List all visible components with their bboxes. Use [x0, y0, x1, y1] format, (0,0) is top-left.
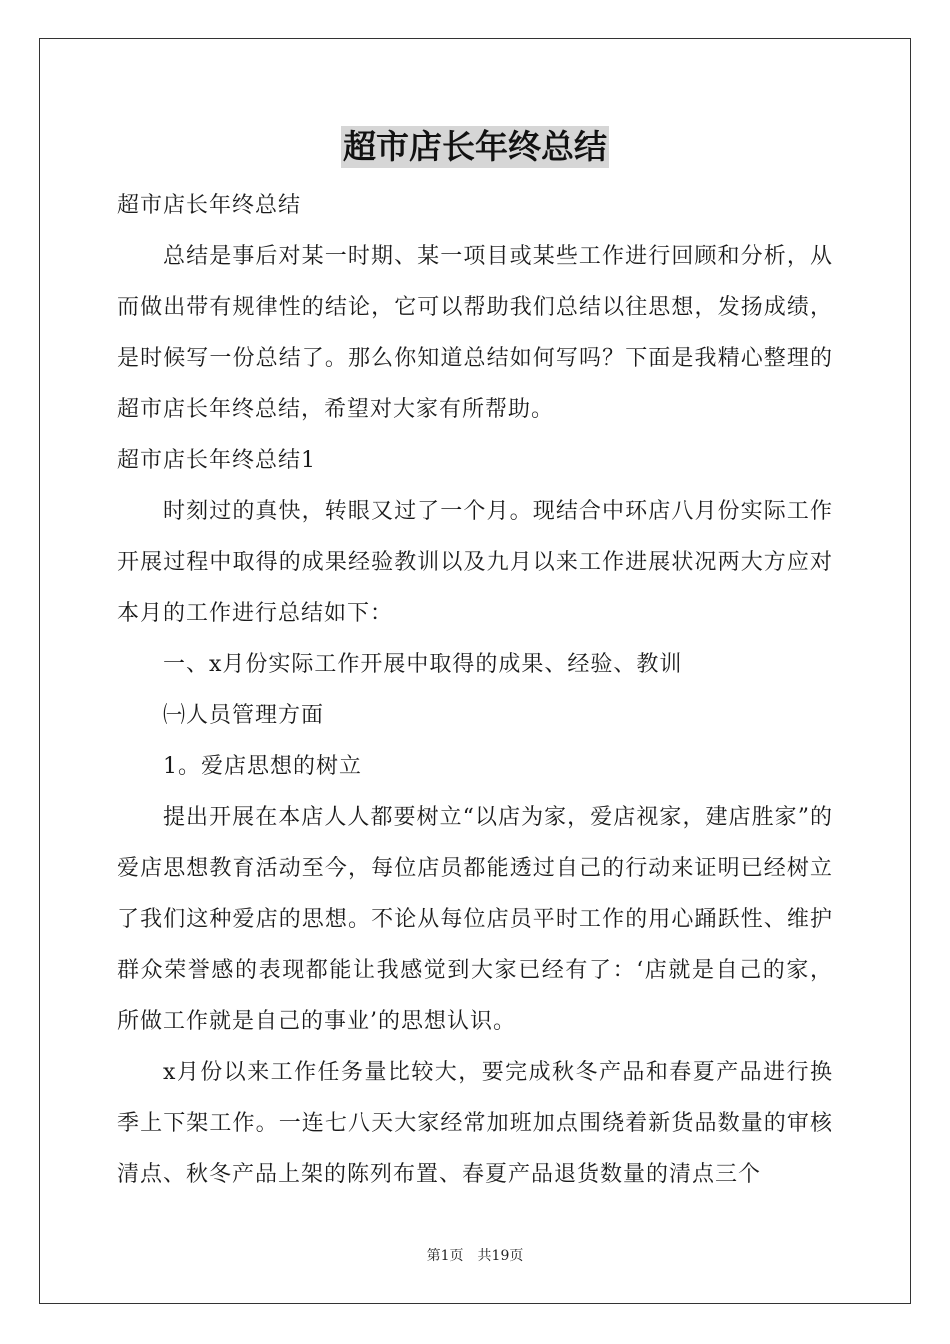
heading-level-2: ㈠人员管理方面	[163, 703, 325, 728]
body-paragraph: x月份以来工作任务量比较大，要完成秋冬产品和春夏产品进行换季上下架工作。一连七八天大家经常加班加点围绕着新货品数量的审核清点、秋冬产品上架的陈列布置、春夏产品退货数量的清点三个	[117, 1060, 833, 1187]
intro-paragraph: 总结是事后对某一时期、某一项目或某些工作进行回顾和分析，从而做出带有规律性的结论，它可以帮助我们总结以往思想，发扬成绩，是时候写一份总结了。那么你知道总结如何写吗？下面是我精心整理的超市店长年终总结，希望对大家有所帮助。	[117, 244, 833, 422]
document-title-text: 超市店长年终总结	[343, 127, 607, 166]
document-title	[117, 120, 833, 174]
document-body	[117, 120, 833, 1200]
page-number-footer: 第1页 共19页	[426, 1248, 524, 1264]
heading-level-1: 一、x月份实际工作开展中取得的成果、经验、教训	[163, 652, 683, 677]
body-paragraph: 提出开展在本店人人都要树立“以店为家，爱店视家，建店胜家”的爱店思想教育活动至今，每位店员都能透过自己的行动来证明已经树立了我们这种爱店的思想。不论从每位店员平时工作的用心踊跃性、维护群众荣誉感的表现都能让我感觉到大家已经有了：‘店就是自己的家，所做工作就是自己的事业’的思想认识。	[117, 805, 833, 1034]
document-subtitle: 超市店长年终总结	[117, 193, 302, 218]
section-paragraph: 时刻过的真快，转眼又过了一个月。现结合中环店八月份实际工作开展过程中取得的成果经验教训以及九月以来工作进展状况两大方应对本月的工作进行总结如下：	[117, 499, 833, 626]
heading-level-3: 1。爱店思想的树立	[163, 754, 362, 779]
section-title: 超市店长年终总结1	[117, 448, 316, 473]
